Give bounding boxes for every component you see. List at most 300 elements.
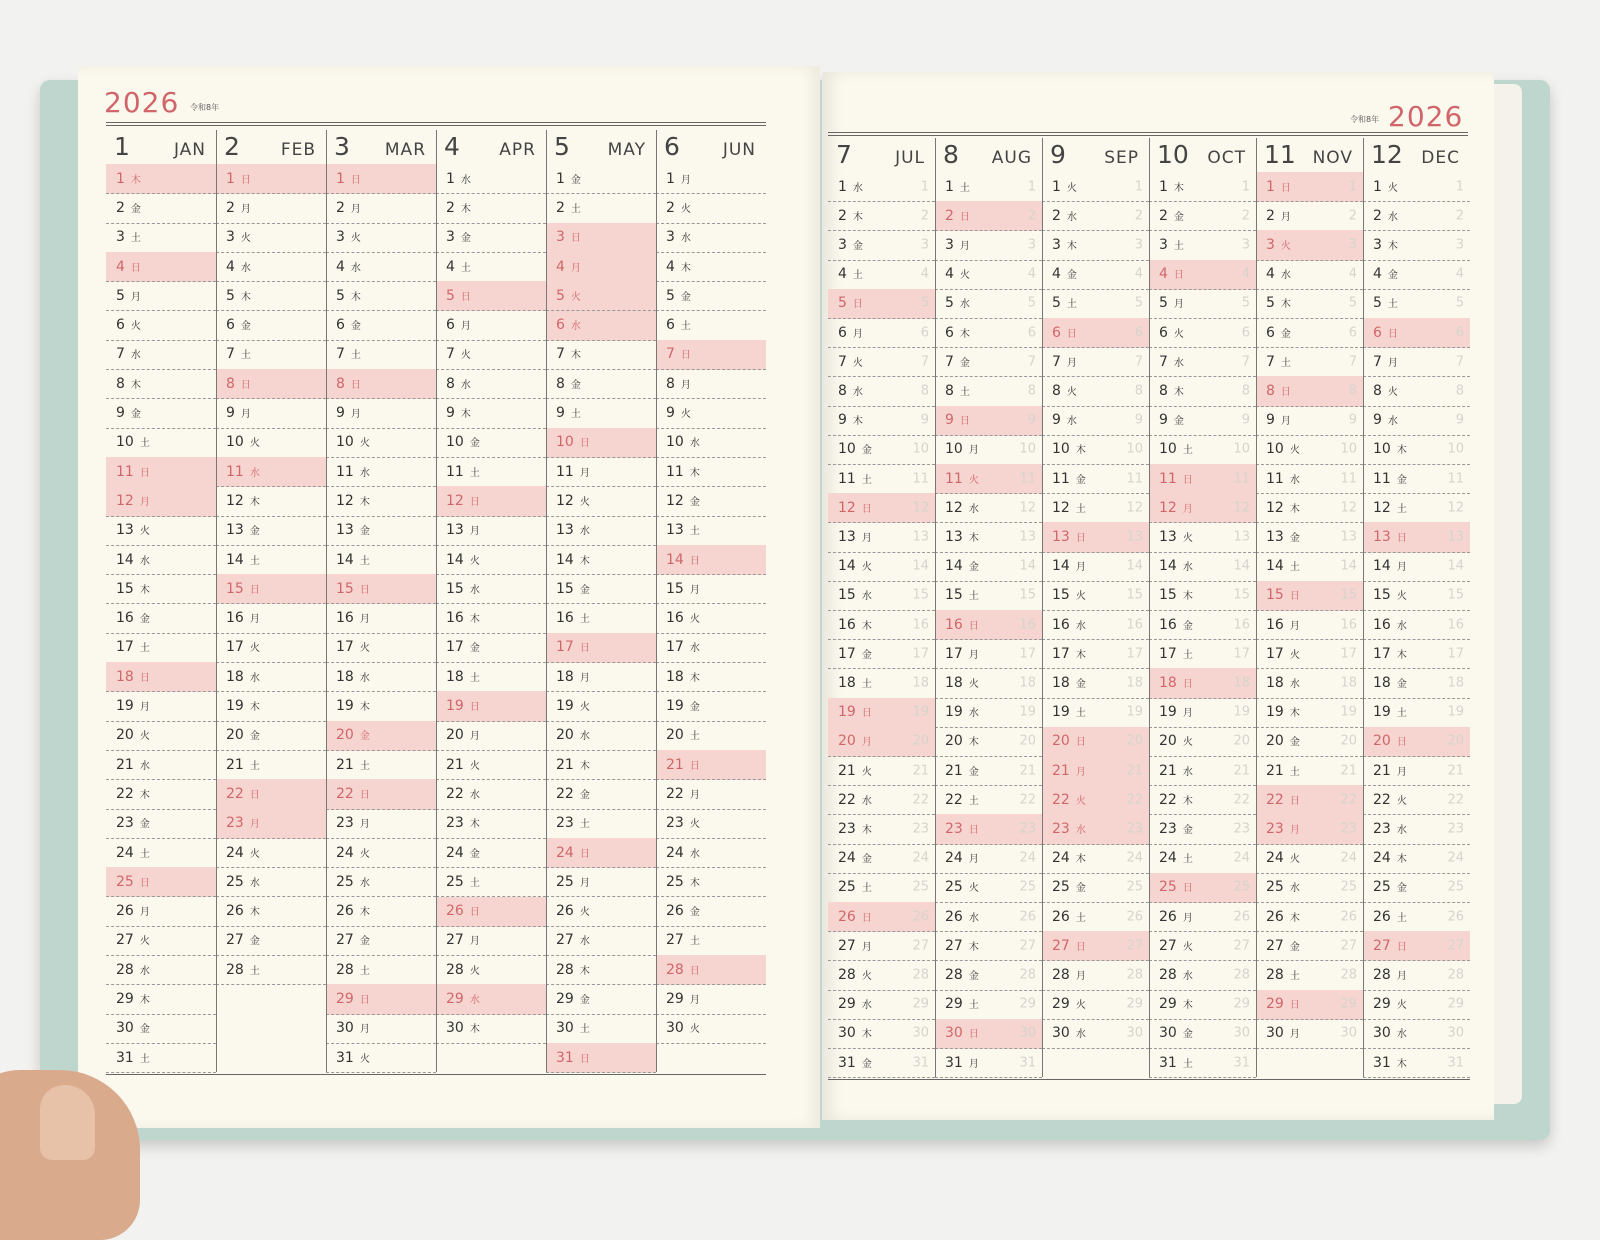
day-number: 10 土 xyxy=(1159,441,1193,458)
bleed-through-number: 3 xyxy=(920,237,929,253)
weekday-label: 火 xyxy=(579,496,590,508)
day-number: 23 月 xyxy=(1266,820,1300,837)
month-name: MAR xyxy=(384,140,426,160)
bleed-through-number: 3 xyxy=(1134,237,1143,253)
day-number: 3 木 xyxy=(1373,236,1398,253)
bleed-through-number: 27 xyxy=(1126,938,1143,954)
day-row xyxy=(436,428,546,458)
weekday-label: 木 xyxy=(1289,912,1300,924)
day-row xyxy=(935,435,1042,465)
day-number: 11 水 xyxy=(336,463,370,480)
day-row xyxy=(546,223,656,253)
weekday-label: 金 xyxy=(1289,737,1300,749)
day-number: 15 日 xyxy=(336,580,370,597)
bleed-through-number: 17 xyxy=(1447,646,1464,662)
day-row xyxy=(106,164,216,194)
day-number: 29 木 xyxy=(1159,996,1193,1013)
day-number: 25 金 xyxy=(1373,879,1407,896)
bleed-through-number: 19 xyxy=(1019,704,1036,720)
day-row xyxy=(326,662,436,692)
day-row xyxy=(935,785,1042,815)
day-row xyxy=(1149,406,1256,436)
day-row xyxy=(1149,639,1256,669)
weekday-label: 火 xyxy=(1280,240,1291,252)
day-number: 2 土 xyxy=(556,199,581,216)
weekday-label: 火 xyxy=(359,438,370,450)
day-number: 24 土 xyxy=(116,844,150,861)
weekday-label: 金 xyxy=(139,819,150,831)
bleed-through-number: 15 xyxy=(1447,587,1464,603)
weekday-label: 水 xyxy=(139,965,150,977)
day-row xyxy=(656,398,766,428)
day-row xyxy=(935,522,1042,552)
day-number: 26 日 xyxy=(446,903,480,920)
bleed-through-number: 10 xyxy=(1233,441,1250,457)
day-number: 4 水 xyxy=(1266,266,1291,283)
bleed-through-number: 10 xyxy=(1126,441,1143,457)
weekday-label: 火 xyxy=(1396,795,1407,807)
day-number: 17 火 xyxy=(336,639,370,656)
bleed-through-number: 5 xyxy=(1348,295,1357,311)
day-number: 30 火 xyxy=(666,1020,700,1037)
top-rule-right-2 xyxy=(828,135,1468,136)
weekday-label: 月 xyxy=(240,409,251,421)
day-number: 17 月 xyxy=(945,645,979,662)
day-row xyxy=(656,457,766,487)
bleed-through-number: 7 xyxy=(920,354,929,370)
day-number: 23 木 xyxy=(446,815,480,832)
month-name: APR xyxy=(499,140,536,160)
weekday-label: 土 xyxy=(680,321,691,333)
day-number: 13 水 xyxy=(556,522,590,539)
bleed-through-number: 3 xyxy=(1455,237,1464,253)
weekday-label: 水 xyxy=(1289,883,1300,895)
day-row xyxy=(656,867,766,897)
day-row xyxy=(1149,581,1256,611)
day-row xyxy=(656,984,766,1014)
day-number: 30 日 xyxy=(945,1025,979,1042)
weekday-label: 金 xyxy=(1173,416,1184,428)
day-number: 3 日 xyxy=(556,229,581,246)
weekday-label: 水 xyxy=(469,995,480,1007)
bleed-through-number: 27 xyxy=(1019,938,1036,954)
weekday-label: 火 xyxy=(689,819,700,831)
day-row xyxy=(216,369,326,399)
day-number: 25 日 xyxy=(1159,879,1193,896)
day-number: 3 火 xyxy=(1266,236,1291,253)
day-row xyxy=(1042,1019,1149,1049)
day-row xyxy=(106,867,216,897)
day-row xyxy=(656,428,766,458)
bleed-through-number: 18 xyxy=(1340,675,1357,691)
day-row xyxy=(1149,172,1256,202)
weekday-label: 日 xyxy=(460,291,471,303)
day-number: 10 金 xyxy=(838,441,872,458)
day-number: 18 水 xyxy=(1266,674,1300,691)
day-row xyxy=(828,435,935,465)
day-row xyxy=(656,311,766,341)
bleed-through-number: 24 xyxy=(912,850,929,866)
day-number: 4 土 xyxy=(446,258,471,275)
day-number: 25 水 xyxy=(1266,879,1300,896)
month-column-oct xyxy=(1149,138,1256,1077)
day-row xyxy=(828,581,935,611)
weekday-label: 土 xyxy=(1289,970,1300,982)
day-number: 25 土 xyxy=(446,873,480,890)
day-number: 1 日 xyxy=(336,170,361,187)
weekday-label: 月 xyxy=(460,321,471,333)
weekday-label: 日 xyxy=(689,965,700,977)
weekday-label: 金 xyxy=(1182,824,1193,836)
day-row xyxy=(106,516,216,546)
weekday-label: 月 xyxy=(1396,766,1407,778)
weekday-label: 日 xyxy=(1280,386,1291,398)
day-number: 17 木 xyxy=(1052,645,1086,662)
weekday-label: 土 xyxy=(1182,854,1193,866)
day-row xyxy=(828,289,935,319)
day-number: 31 火 xyxy=(336,1049,370,1066)
day-row xyxy=(1256,260,1363,290)
day-number: 22 木 xyxy=(1159,791,1193,808)
day-number: 2 水 xyxy=(1373,207,1398,224)
weekday-label: 日 xyxy=(579,848,590,860)
bleed-through-number: 17 xyxy=(1233,646,1250,662)
day-number: 8 日 xyxy=(1266,382,1291,399)
weekday-label: 木 xyxy=(968,941,979,953)
weekday-label: 土 xyxy=(1182,445,1193,457)
day-number: 8 木 xyxy=(116,375,141,392)
day-row xyxy=(106,311,216,341)
weekday-label: 木 xyxy=(570,350,581,362)
day-row xyxy=(656,750,766,780)
month-number: 4 xyxy=(444,132,460,161)
month-column-feb xyxy=(216,130,326,1072)
day-row xyxy=(546,545,656,575)
weekday-label: 金 xyxy=(861,649,872,661)
day-row xyxy=(1256,931,1363,961)
bleed-through-number: 7 xyxy=(1027,354,1036,370)
weekday-label: 水 xyxy=(852,386,863,398)
day-number: 18 金 xyxy=(1373,674,1407,691)
day-number: 3 火 xyxy=(336,229,361,246)
day-row xyxy=(828,990,935,1020)
weekday-label: 火 xyxy=(852,357,863,369)
bleed-through-number: 5 xyxy=(920,295,929,311)
bleed-through-number: 9 xyxy=(1455,412,1464,428)
weekday-label: 月 xyxy=(959,240,970,252)
day-number: 21 火 xyxy=(838,762,872,779)
bleed-through-number: 7 xyxy=(1348,354,1357,370)
weekday-label: 土 xyxy=(689,936,700,948)
day-row xyxy=(1363,902,1470,932)
day-number: 11 金 xyxy=(1373,470,1407,487)
month-column-mar xyxy=(326,130,436,1072)
day-number: 15 火 xyxy=(1052,587,1086,604)
day-row xyxy=(216,662,326,692)
weekday-label: 火 xyxy=(1075,591,1086,603)
day-number: 18 水 xyxy=(226,668,260,685)
day-number: 15 木 xyxy=(1159,587,1193,604)
weekday-label: 木 xyxy=(579,555,590,567)
day-row xyxy=(1042,639,1149,669)
day-row xyxy=(935,347,1042,377)
weekday-label: 金 xyxy=(469,438,480,450)
day-row xyxy=(1256,347,1363,377)
month-column-apr xyxy=(436,130,546,1072)
bleed-through-number: 8 xyxy=(920,383,929,399)
weekday-label: 月 xyxy=(1066,357,1077,369)
day-row xyxy=(216,193,326,223)
day-row xyxy=(546,193,656,223)
weekday-label: 月 xyxy=(861,532,872,544)
day-row xyxy=(326,398,436,428)
bleed-through-number: 24 xyxy=(1447,850,1464,866)
bleed-through-number: 1 xyxy=(1241,179,1250,195)
weekday-label: 木 xyxy=(1289,708,1300,720)
day-number: 14 日 xyxy=(666,551,700,568)
weekday-label: 日 xyxy=(139,877,150,889)
column-divider xyxy=(436,130,437,1072)
day-number: 26 月 xyxy=(1159,908,1193,925)
day-row xyxy=(436,984,546,1014)
day-row xyxy=(546,809,656,839)
day-number: 8 水 xyxy=(838,382,863,399)
weekday-label: 木 xyxy=(861,620,872,632)
day-number: 19 月 xyxy=(116,698,150,715)
bleed-through-number: 19 xyxy=(1233,704,1250,720)
day-number: 1 水 xyxy=(838,178,863,195)
weekday-label: 日 xyxy=(1396,737,1407,749)
day-row xyxy=(828,522,935,552)
day-number: 21 木 xyxy=(556,756,590,773)
weekday-label: 水 xyxy=(1396,824,1407,836)
bleed-through-number: 18 xyxy=(1019,675,1036,691)
weekday-label: 日 xyxy=(130,262,141,274)
day-number: 31 日 xyxy=(556,1049,590,1066)
weekday-label: 金 xyxy=(460,233,471,245)
month-number: 5 xyxy=(554,132,570,161)
day-number: 9 月 xyxy=(1266,412,1291,429)
day-number: 17 土 xyxy=(1159,645,1193,662)
weekday-label: 金 xyxy=(579,789,590,801)
weekday-label: 火 xyxy=(359,1053,370,1065)
weekday-label: 金 xyxy=(130,409,141,421)
day-row xyxy=(656,662,766,692)
weekday-label: 火 xyxy=(861,562,872,574)
day-number: 20 火 xyxy=(116,727,150,744)
day-number: 14 水 xyxy=(1159,558,1193,575)
month-number: 12 xyxy=(1371,140,1403,169)
weekday-label: 日 xyxy=(469,496,480,508)
day-number: 22 水 xyxy=(446,785,480,802)
bleed-through-number: 2 xyxy=(1134,208,1143,224)
weekday-label: 木 xyxy=(249,496,260,508)
bleed-through-number: 4 xyxy=(1027,266,1036,282)
day-number: 28 土 xyxy=(336,961,370,978)
day-number: 10 土 xyxy=(116,434,150,451)
day-row xyxy=(1363,698,1470,728)
weekday-label: 土 xyxy=(469,467,480,479)
bleed-through-number: 2 xyxy=(920,208,929,224)
day-number: 6 月 xyxy=(446,317,471,334)
weekday-label: 水 xyxy=(249,467,260,479)
bleed-through-number: 29 xyxy=(1233,996,1250,1012)
day-number: 6 日 xyxy=(1373,324,1398,341)
day-row xyxy=(546,340,656,370)
bleed-through-number: 14 xyxy=(912,558,929,574)
day-row xyxy=(656,604,766,634)
day-number: 23 土 xyxy=(556,815,590,832)
weekday-label: 月 xyxy=(359,614,370,626)
weekday-label: 火 xyxy=(861,970,872,982)
day-row xyxy=(216,164,326,194)
weekday-label: 火 xyxy=(139,731,150,743)
bleed-through-number: 8 xyxy=(1455,383,1464,399)
bleed-through-number: 15 xyxy=(1233,587,1250,603)
day-row xyxy=(656,516,766,546)
day-number: 22 火 xyxy=(1373,791,1407,808)
weekday-label: 火 xyxy=(570,291,581,303)
bleed-through-number: 10 xyxy=(912,441,929,457)
weekday-label: 土 xyxy=(570,409,581,421)
day-row xyxy=(828,639,935,669)
weekday-label: 木 xyxy=(1396,445,1407,457)
day-number: 29 日 xyxy=(1266,996,1300,1013)
weekday-label: 木 xyxy=(359,907,370,919)
day-row xyxy=(546,691,656,721)
day-number: 9 金 xyxy=(116,405,141,422)
day-number: 3 金 xyxy=(838,236,863,253)
day-number: 17 金 xyxy=(838,645,872,662)
day-number: 8 金 xyxy=(556,375,581,392)
day-number: 12 木 xyxy=(336,492,370,509)
day-row xyxy=(546,750,656,780)
day-row xyxy=(1363,1019,1470,1049)
day-number: 1 木 xyxy=(1159,178,1184,195)
day-row xyxy=(1256,960,1363,990)
day-row xyxy=(1363,668,1470,698)
weekday-label: 木 xyxy=(852,416,863,428)
bleed-through-number: 9 xyxy=(1241,412,1250,428)
weekday-label: 木 xyxy=(680,262,691,274)
day-row xyxy=(656,545,766,575)
bleed-through-number: 25 xyxy=(1447,879,1464,895)
month-name: SEP xyxy=(1104,148,1139,168)
day-number: 1 水 xyxy=(446,170,471,187)
bleed-through-number: 19 xyxy=(1126,704,1143,720)
day-row xyxy=(216,574,326,604)
weekday-label: 木 xyxy=(1396,854,1407,866)
weekday-label: 水 xyxy=(1396,620,1407,632)
weekday-label: 火 xyxy=(469,760,480,772)
day-number: 1 月 xyxy=(666,170,691,187)
bleed-through-number: 11 xyxy=(1019,471,1036,487)
column-divider xyxy=(546,130,547,1072)
column-divider xyxy=(656,130,657,1072)
day-row xyxy=(106,604,216,634)
day-row xyxy=(216,779,326,809)
day-row xyxy=(935,873,1042,903)
weekday-label: 日 xyxy=(359,995,370,1007)
day-row xyxy=(106,281,216,311)
day-number: 14 火 xyxy=(838,558,872,575)
weekday-label: 火 xyxy=(1182,532,1193,544)
day-row xyxy=(656,897,766,927)
bleed-through-number: 29 xyxy=(1126,996,1143,1012)
weekday-label: 日 xyxy=(579,438,590,450)
weekday-label: 水 xyxy=(959,299,970,311)
bleed-through-number: 23 xyxy=(1340,821,1357,837)
bleed-through-number: 6 xyxy=(1241,325,1250,341)
day-row xyxy=(935,844,1042,874)
day-number: 7 日 xyxy=(666,346,691,363)
day-number: 12 水 xyxy=(945,499,979,516)
day-row xyxy=(216,281,326,311)
day-row xyxy=(1256,318,1363,348)
day-row xyxy=(436,779,546,809)
weekday-label: 日 xyxy=(359,584,370,596)
day-row xyxy=(106,193,216,223)
day-number: 6 火 xyxy=(1159,324,1184,341)
weekday-label: 金 xyxy=(1289,532,1300,544)
day-row xyxy=(656,340,766,370)
day-number: 4 日 xyxy=(116,258,141,275)
month-name: OCT xyxy=(1207,148,1246,168)
day-row xyxy=(436,369,546,399)
bleed-through-number: 4 xyxy=(1134,266,1143,282)
day-row xyxy=(1149,435,1256,465)
bleed-through-number: 22 xyxy=(1447,792,1464,808)
day-row xyxy=(828,756,935,786)
bleed-through-number: 6 xyxy=(1348,325,1357,341)
day-number: 11 土 xyxy=(838,470,872,487)
weekday-label: 金 xyxy=(1396,474,1407,486)
weekday-label: 火 xyxy=(689,614,700,626)
weekday-label: 土 xyxy=(579,1024,590,1036)
month-header xyxy=(106,130,216,164)
weekday-label: 日 xyxy=(240,174,251,186)
bleed-through-number: 1 xyxy=(1134,179,1143,195)
weekday-label: 日 xyxy=(359,789,370,801)
day-number: 20 金 xyxy=(336,727,370,744)
bleed-through-number: 1 xyxy=(1455,179,1464,195)
day-number: 21 金 xyxy=(945,762,979,779)
day-number: 16 月 xyxy=(1266,616,1300,633)
weekday-label: 土 xyxy=(359,760,370,772)
day-number: 2 木 xyxy=(838,207,863,224)
bleed-through-number: 30 xyxy=(1447,1025,1464,1041)
weekday-label: 土 xyxy=(968,1000,979,1012)
bleed-through-number: 9 xyxy=(1027,412,1036,428)
bleed-through-number: 28 xyxy=(1447,967,1464,983)
day-number: 27 日 xyxy=(1052,937,1086,954)
day-row xyxy=(106,369,216,399)
day-row xyxy=(1363,990,1470,1020)
bleed-through-number: 12 xyxy=(1233,500,1250,516)
day-row xyxy=(106,926,216,956)
bleed-through-number: 1 xyxy=(1027,179,1036,195)
weekday-label: 木 xyxy=(139,995,150,1007)
weekday-label: 金 xyxy=(1173,211,1184,223)
day-number: 30 水 xyxy=(1052,1025,1086,1042)
day-row xyxy=(656,691,766,721)
bleed-through-number: 2 xyxy=(1241,208,1250,224)
day-row xyxy=(935,639,1042,669)
day-number: 13 月 xyxy=(446,522,480,539)
weekday-label: 月 xyxy=(469,526,480,538)
day-row xyxy=(326,252,436,282)
weekday-label: 日 xyxy=(861,912,872,924)
